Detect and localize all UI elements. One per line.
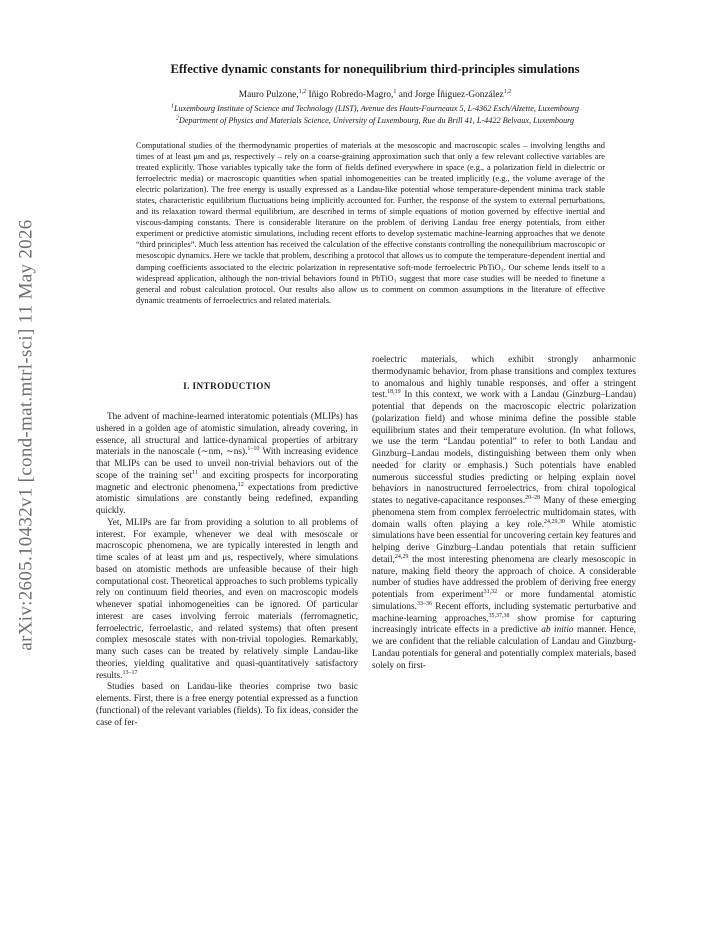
affiliation-text: Luxembourg Institute of Science and Technology (LIST), Avenue des Hauts-Fourneaux 5, L-4362 Esch/Alzette, Luxembourg — [173, 104, 580, 113]
text-run: and exciting prospects for incorporating magnetic and electronic phenomena, — [96, 470, 358, 493]
affiliation-number: 1 — [170, 103, 174, 110]
paragraph — [96, 682, 358, 729]
text-run: Recent efforts, including systematic perturbative and machine-learning approaches, — [372, 601, 636, 624]
right-column — [372, 355, 636, 672]
author-name: and Jorge Íñiguez-González — [396, 90, 504, 100]
citation: 1–10 — [247, 446, 260, 453]
text-run: Studies based on Landau-like theories comprise two basic elements. First, there is a free energy potential expressed as a function (functional) of the relevant variables (fields). To fix ideas, consider the case of fer- — [96, 682, 358, 728]
text-run: show promise for capturing increasingly intricate effects in a predictive — [372, 613, 636, 636]
citation: 13–17 — [122, 669, 138, 676]
abstract: Computational studies of the thermodynamic properties of materials at the mesoscopic and macroscopic scales – involving lengths and times of at least μm and μs, respectively – rely on a coarse-graining approximation such that only a few relevant collective variables are treated explicitly. Those variables typically take the form of fields defined everywhere in space (e.g., a polarization field in dielectric or ferroelectric media) or macroscopic quantities when spatial inhomogeneities can be treated implicitly (e.g., the volume average of the electric polarization). The free energy is usually expressed as a Landau-like potential whose temperature-dependent minima track stable states, characteristic equilibrium fluctuations being implicitly accounted for. Further, the response of the system to external perturbations, and its relaxation toward thermal equilibrium, are described in terms of simple equations of motion governed by effective inertial and viscous-damping constants. There is considerable literature on the problem of deriving Landau free energy potentials, from either experiment or predictive atomistic simulations, including recent efforts to develop systematic machine-learning approaches that we denote “third principles”. Much less attention has received the calculation of the effective constants controlling the nonequilibrium macroscopic or mesoscopic dynamics. Here we tackle that problem, describing a protocol that allows us to compute the temperature-dependent inertial and damping coefficients associated to the electric polarization in representative soft-mode ferroelectric PbTiO₃. Our scheme lends itself to a widespread application, although the non-trivial behaviors found in PbTiO₃ suggest that more case studies will be needed to finetune a general and robust calculation protocol. Our results also allow us to comment on common assumptions in the literature of effective dynamic treatments of ferroelectrics and related materials. — [136, 141, 605, 305]
text-run: expectations from predictive atomistic simulations are constantly being redefined, expanding quickly. — [96, 482, 358, 516]
affiliation-1 — [62, 104, 688, 113]
citation: 12 — [237, 481, 244, 488]
text-run: the most interesting phenomena are clearly mesoscopic in nature, making field theory the approach of choice. A considerable number of studies have addressed the problem of deriving free energy potentials from experiment — [372, 554, 636, 600]
citation: 31,32 — [483, 588, 498, 595]
affiliation-number: 2 — [175, 115, 179, 122]
section-heading: I. INTRODUCTION — [183, 381, 271, 391]
author-list — [70, 90, 680, 100]
left-column — [96, 412, 358, 729]
paragraph — [96, 412, 358, 518]
text-run: or more fundamental atomistic simulations. — [372, 590, 636, 612]
affiliation-text: Department of Physics and Materials Science, University of Luxembourg, Rue du Brill 41, L-4422 Belvaux, Luxembourg — [178, 116, 575, 125]
paragraph — [96, 518, 358, 683]
affiliation-2 — [62, 116, 688, 125]
author-name: Mauro Pulzone, — [238, 90, 299, 100]
citation: 24,29 — [394, 553, 409, 560]
text-run: roelectric materials, which exhibit strongly anharmonic thermodynamic behavior, from phase transitions and complex textures to anomalous and highly tunable responses, and offer a stringent test. — [372, 355, 636, 401]
arxiv-identifier: arXiv:2605.10432v1 [cond-mat.mtrl-sci] 11 May 2026 — [16, 219, 38, 651]
text-run: While atomistic simulations have been essential for uncovering certain key features and helping derive Ginzburg–Landau potentials that retain sufficient detail, — [372, 519, 636, 565]
text-run: manner. Hence, we are confident that the reliable calculation of Landau and Ginzburg-Landau potentials for general and potentially complex materials, based solely on first- — [372, 625, 636, 671]
affiliation-marker: 1 — [393, 88, 397, 95]
citation: 11 — [192, 469, 198, 476]
affiliation-marker: 1,2 — [503, 88, 512, 95]
emphasis: ab initio — [541, 625, 574, 636]
citation: 20–28 — [525, 494, 541, 501]
paper-title: Effective dynamic constants for nonequilibrium third-principles simulations — [170, 62, 580, 76]
citation: 24,29,30 — [544, 518, 566, 525]
citation: 35,37,38 — [488, 612, 510, 619]
text-run: The advent of machine-learned interatomic potentials (MLIPs) has ushered in a golden age of atomistic simulation, already covering, in essence, all structural and lattice-dynamical properties of arbitrary materials in the nanoscale (∼nm, ∼ns). — [96, 412, 358, 458]
paragraph — [372, 355, 636, 672]
citation: 18,19 — [387, 389, 401, 396]
text-run: In this context, we work with a Landau (Ginzburg–Landau) potential that depends on the macroscopic electric polarization (polarization field) and whose minima define the possible stable equilibrium states and their temperature evolution. (In what follows, we use the term “Landau potential” to refer to both Landau and Ginzburg–Landau models, distinguishing between them only when needed for clarity or emphasis.) Such potentials have enabled numerous successful studies predicting or helping explain novel behaviors in nanostructured ferroelectrics, from chiral topological states to negative-capacitance responses. — [372, 390, 636, 506]
author-name: Iñigo Robredo-Magro, — [306, 90, 394, 100]
citation: 33–36 — [416, 600, 432, 607]
affiliation-marker: 1,2 — [298, 88, 307, 95]
text-run: With increasing evidence that MLIPs can be used to unveil non-trivial behaviors out of the scope of the training set — [96, 447, 358, 481]
text-run: Yet, MLIPs are far from providing a solution to all problems of interest. For example, whenever we deal with mesoscale or macroscopic phenomena, we are typically interested in length and time scales of at least μm and μs, respectively, where simulations based on atomistic methods are unfeasible because of their high computational cost. Theoretical approaches to such problems typically rely on continuum field theories, and even on macroscopic models whenever spatial inhomogeneities can be ignored. Of particular interest are cases involving ferroic materials (ferromagnetic, ferroelectric, ferroelastic, and related systems) that often present complex mesoscale states with non-trivial topologies. Remarkably, many such cases can be treated by relatively simple Landau-like theories, yielding qualitative and quasi-quantitatively satisfactory results. — [96, 517, 358, 681]
arxiv-sidebar-stamp — [12, 210, 42, 660]
text-run: Many of these emerging phenomena stem from complex ferroelectric multidomain states, with domain walls often playing a key role. — [372, 496, 636, 530]
